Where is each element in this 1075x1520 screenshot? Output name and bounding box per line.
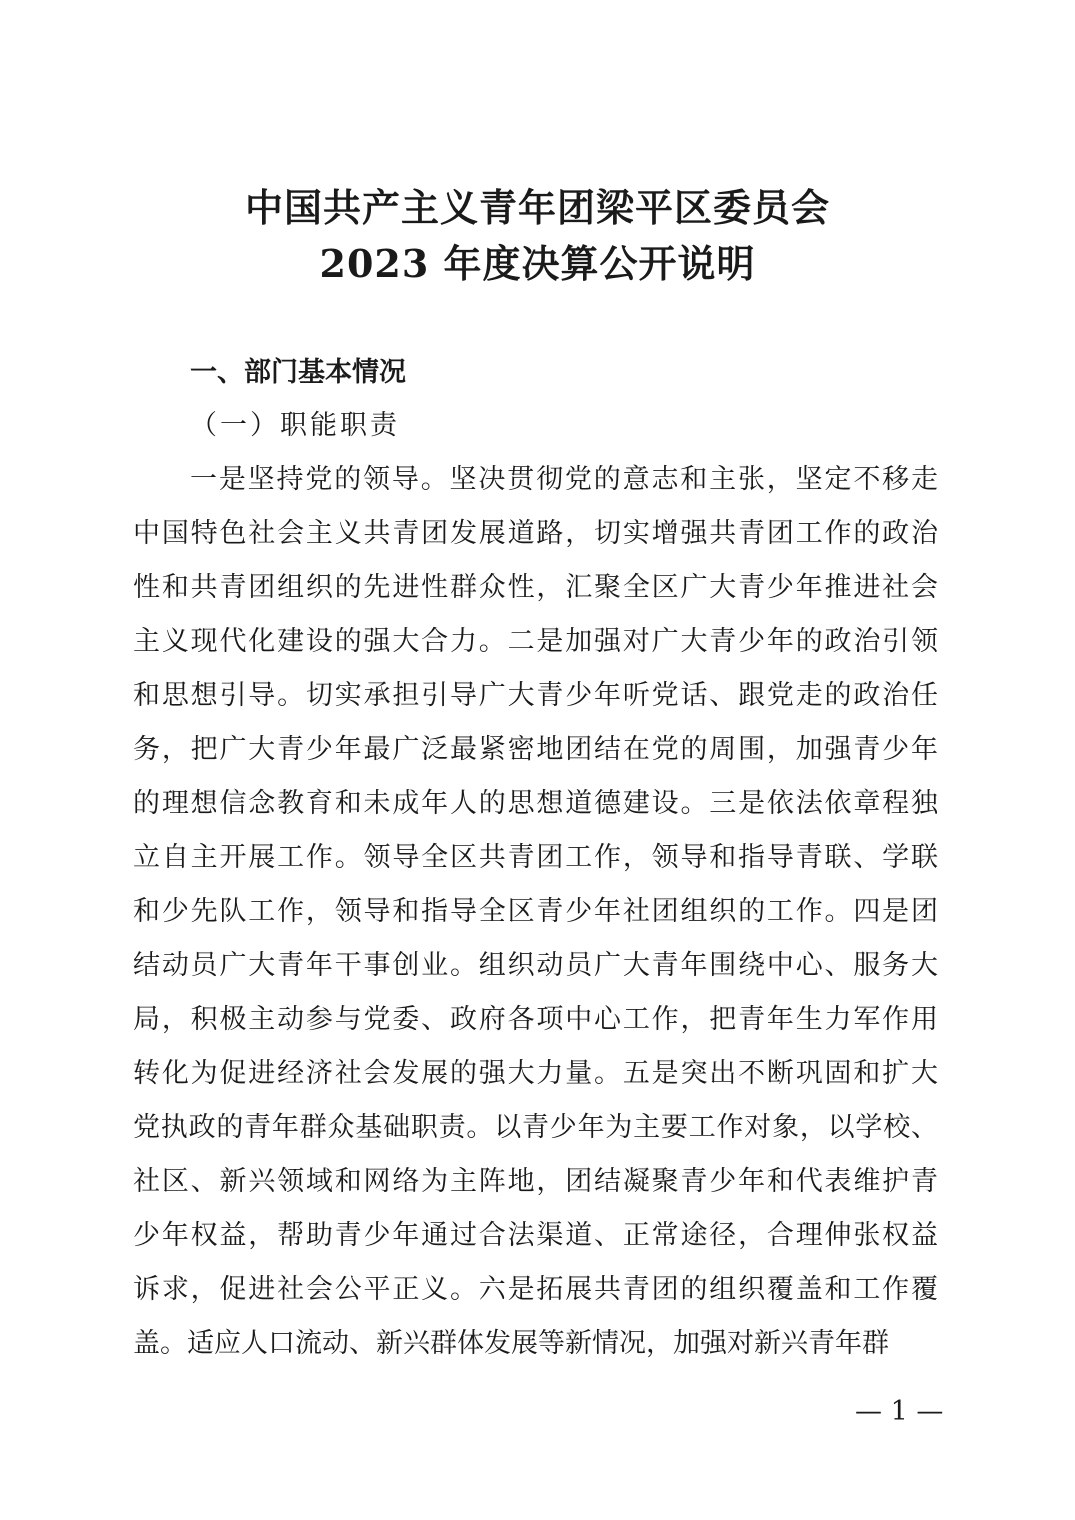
body-line: 社区、新兴领域和网络为主阵地，团结凝聚青少年和代表维护青 xyxy=(133,1166,938,1197)
body-line: 性和共青团组织的先进性群众性，汇聚全区广大青少年推进社会 xyxy=(133,572,938,603)
body-line: 和思想引导。切实承担引导广大青少年听党话、跟党走的政治任 xyxy=(133,680,938,711)
document-title-line2: 2023 年度决算公开说明 xyxy=(319,241,756,286)
page-number: — 1 — xyxy=(855,1396,944,1427)
body-line: 务，把广大青少年最广泛最紧密地团结在党的周围，加强青少年 xyxy=(133,734,938,765)
body-line: 少年权益，帮助青少年通过合法渠道、正常途径，合理伸张权益 xyxy=(133,1220,938,1251)
body-line: 和少先队工作，领导和指导全区青少年社团组织的工作。四是团 xyxy=(133,896,938,927)
body-line: 盖。适应人口流动、新兴群体发展等新情况，加强对新兴青年群 xyxy=(133,1328,889,1359)
body-line: 党执政的青年群众基础职责。以青少年为主要工作对象，以学校、 xyxy=(133,1112,938,1143)
body-line: 一是坚持党的领导。坚决贯彻党的意志和主张，坚定不移走 xyxy=(190,464,938,495)
body-line: 局，积极主动参与党委、政府各项中心工作，把青年生力军作用 xyxy=(133,1004,938,1035)
body-line: 诉求，促进社会公平正义。六是拓展共青团的组织覆盖和工作覆 xyxy=(133,1274,938,1305)
section-heading: 一、部门基本情况 xyxy=(190,357,406,388)
body-line: 主义现代化建设的强大合力。二是加强对广大青少年的政治引领 xyxy=(133,626,938,657)
body-line: 立自主开展工作。领导全区共青团工作，领导和指导青联、学联 xyxy=(133,842,938,873)
body-line: 转化为促进经济社会发展的强大力量。五是突出不断巩固和扩大 xyxy=(133,1058,938,1089)
body-line: 的理想信念教育和未成年人的思想道德建设。三是依法依章程独 xyxy=(133,788,938,819)
body-line: 结动员广大青年干事创业。组织动员广大青年围绕中心、服务大 xyxy=(133,950,938,981)
document-title-line1: 中国共产主义青年团梁平区委员会 xyxy=(244,185,830,230)
body-line: 中国特色社会主义共青团发展道路，切实增强共青团工作的政治 xyxy=(133,518,938,549)
subsection-heading: （一）职能职责 xyxy=(190,410,400,441)
